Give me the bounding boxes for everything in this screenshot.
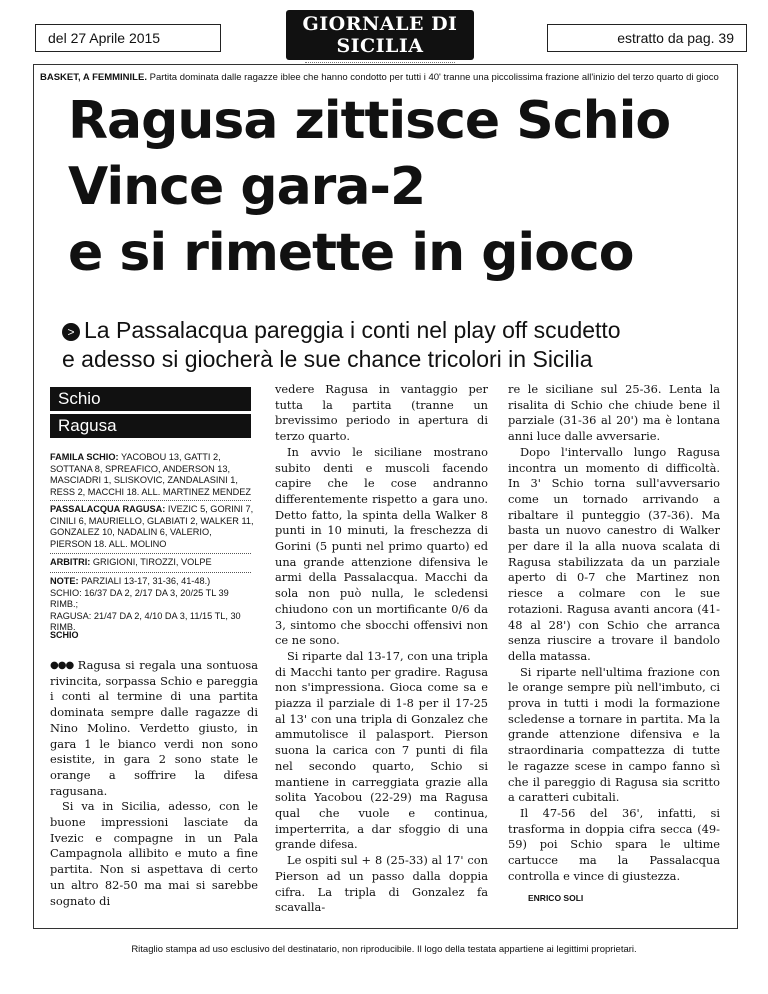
paragraph: Si riparte dal 13-17, con una tripla di Macchi tanto per gradire. Ragusa non s'impressiona. Gioca come sa e piazza il parziale di 1-8 per il 17-25 al 13' con una tripla di Gonzalez che ammutolisce il palasport. Pierson suona la carica con 7 punti di fila nel secondo quarto, Schio si mantiene in carreggiata grazie alla solita Yacobou (22-29) ma Ragusa qual che vuole e continua, imperterrita, a dar sfoggio di una grande difesa. <box>275 648 488 852</box>
copyright-footer: Ritaglio stampa ad uso esclusivo del destinatario, non riproducibile. Il logo della testata appartiene ai legittimi proprietari. <box>131 944 637 955</box>
headline <box>68 88 708 286</box>
subhead-line: e adesso si giocherà le sue chance tricolori in Sicilia <box>62 346 593 372</box>
kicker <box>40 72 730 84</box>
subhead-line: La Passalacqua pareggia i conti nel play off scudetto <box>84 317 621 343</box>
clipping-date: del 27 Aprile 2015 <box>35 24 221 52</box>
paragraph: Il 47-56 del 36', infatti, si trasforma in doppia cifra secca (49-59) poi Schio spara le ultime cartucce ma la Passalacqua controlla e vince di giustezza. <box>508 805 720 883</box>
headline-line: e si rimette in gioco <box>68 223 634 283</box>
paragraph: Si va in Sicilia, adesso, con le buone impressioni lasciate da Ivezic e compagne in un Pala Campagnola allibito e muto a fine partita. Non si aspettava di certo un altro 82-50 ma mai si sarebbe sognato di <box>50 799 258 908</box>
paragraph: In avvio le siciliane mostrano subito denti e muscoli facendo capire che le cose andranno differentemente rispetto a gara uno. Detto fatto, la spinta della Walker 8 punti in 10 minuti, la freschezza di Gorini (5 punti nel primo quarto) ed una grande attenzione difensiva le armi della Passalacqua. Macchi da sola non può nulla, le scledensi chiudono con un mortificante 0/6 da 3, sintomo che sbocchi offensivi non ce ne sono. <box>275 444 488 648</box>
game-notes: NOTE: PARZIALI 13-17, 31-36, 41-48.) SCHIO: 16/37 DA 2, 2/17 DA 3, 20/25 TL 39 RIMB.; RAGUSA: 21/47 DA 2, 4/10 DA 3, 11/15 TL, 30 RIMB. <box>50 576 241 633</box>
team-bar-ragusa: Ragusa <box>50 414 251 438</box>
byline: ENRICO SOLI <box>528 892 584 903</box>
divider <box>50 572 251 573</box>
bullet-dots-icon: ●●● <box>50 660 74 671</box>
lineup-ragusa: PASSALACQUA RAGUSA: IVEZIC 5, GORINI 7, CINILI 6, MAURIELLO, GLABIATI 2, WALKER 11, GONZALEZ 10, NADALIN 6, VALERIO, PIERSON 18. ALL. MOLINO <box>50 504 254 549</box>
paragraph: vedere Ragusa in vantaggio per tutta la partita (tranne un brevissimo periodo in apertura di terzo quarto. <box>275 382 488 444</box>
dateline: SCHIO <box>50 630 79 640</box>
kicker-label: BASKET, A FEMMINILE. <box>40 72 147 83</box>
headline-line: Vince gara-2 <box>68 157 426 217</box>
referees: ARBITRI: GRIGIONI, TIROZZI, VOLPE <box>50 557 212 567</box>
paragraph: Dopo l'intervallo lungo Ragusa incontra un momento di difficoltà. In 3' Schio torna sull'avversario come un tornado arrivando a ribaltare il punteggio (37-36). Ma basta un nuovo canestro di Walker per dare il la alla nuova scalata di Ragusa stabilizzata da un parziale aperto di 0-7 che Martinez non riesce a colmare con le sue rotazioni. Ragusa avanti ancora (41-48 al 28') con Schio che arranca senza riuscire a trovare il bandolo della matassa. <box>508 444 720 663</box>
paragraph: ●●● Ragusa si regala una sontuosa rivincita, sorpassa Schio e pareggia i conti al termine di una partita dominata sempre dalle ragazze di Nino Molino. Verdetto giusto, in gara 1 le bianco verdi non sono esistite, in gara 2 sono state le orange a soffrire la difesa ragusana. <box>50 658 258 798</box>
article-column-3 <box>508 382 720 906</box>
page-reference: estratto da pag. 39 <box>547 24 747 52</box>
subheadline <box>62 316 732 374</box>
headline-line: Ragusa zittisce Schio <box>68 91 671 151</box>
kicker-text: Partita dominata dalle ragazze iblee che hanno condotto per tutti i 40' tranne una piccolissima frazione all'inizio del terzo quarto di gioco <box>149 72 719 83</box>
newspaper-masthead <box>286 10 474 57</box>
masthead-logo: GIORNALE DI SICILIA <box>286 10 474 60</box>
divider <box>50 500 251 501</box>
team-bar-schio: Schio <box>50 387 251 411</box>
article-column-2 <box>275 382 488 916</box>
chevron-right-icon: > <box>62 323 80 341</box>
paragraph: Le ospiti sul + 8 (25-33) al 17' con Pierson ad un passo dalla doppia cifra. La tripla di Gonzalez fa scavalla- <box>275 853 488 915</box>
article-column-1 <box>50 658 258 909</box>
lineup-schio: FAMILA SCHIO: YACOBOU 13, GATTI 2, SOTTANA 8, SPREAFICO, ANDERSON 13, MASCIADRI 1, SLISKOVIC, ZANDALASINI 1, RESS 2, MACCHI 18. ALL. MARTINEZ MENDEZ <box>50 452 251 497</box>
paragraph: re le siciliane sul 25-36. Lenta la risalita di Schio che chiude bene il parziale (31-36 al 20') ma è lontana anni luce dalle avversarie. <box>508 382 720 444</box>
paragraph: Si riparte nell'ultima frazione con le orange sempre più nell'imbuto, ci prova in tutti i modi la formazione scledense a tornare in partita. Ma la grande attenzione difensiva e la straordinaria compattezza di tutte le ragazze scese in campo fanno sì che il pareggio di Ragusa sia scritto a caratteri cubitali. <box>508 664 720 805</box>
divider <box>50 553 251 554</box>
